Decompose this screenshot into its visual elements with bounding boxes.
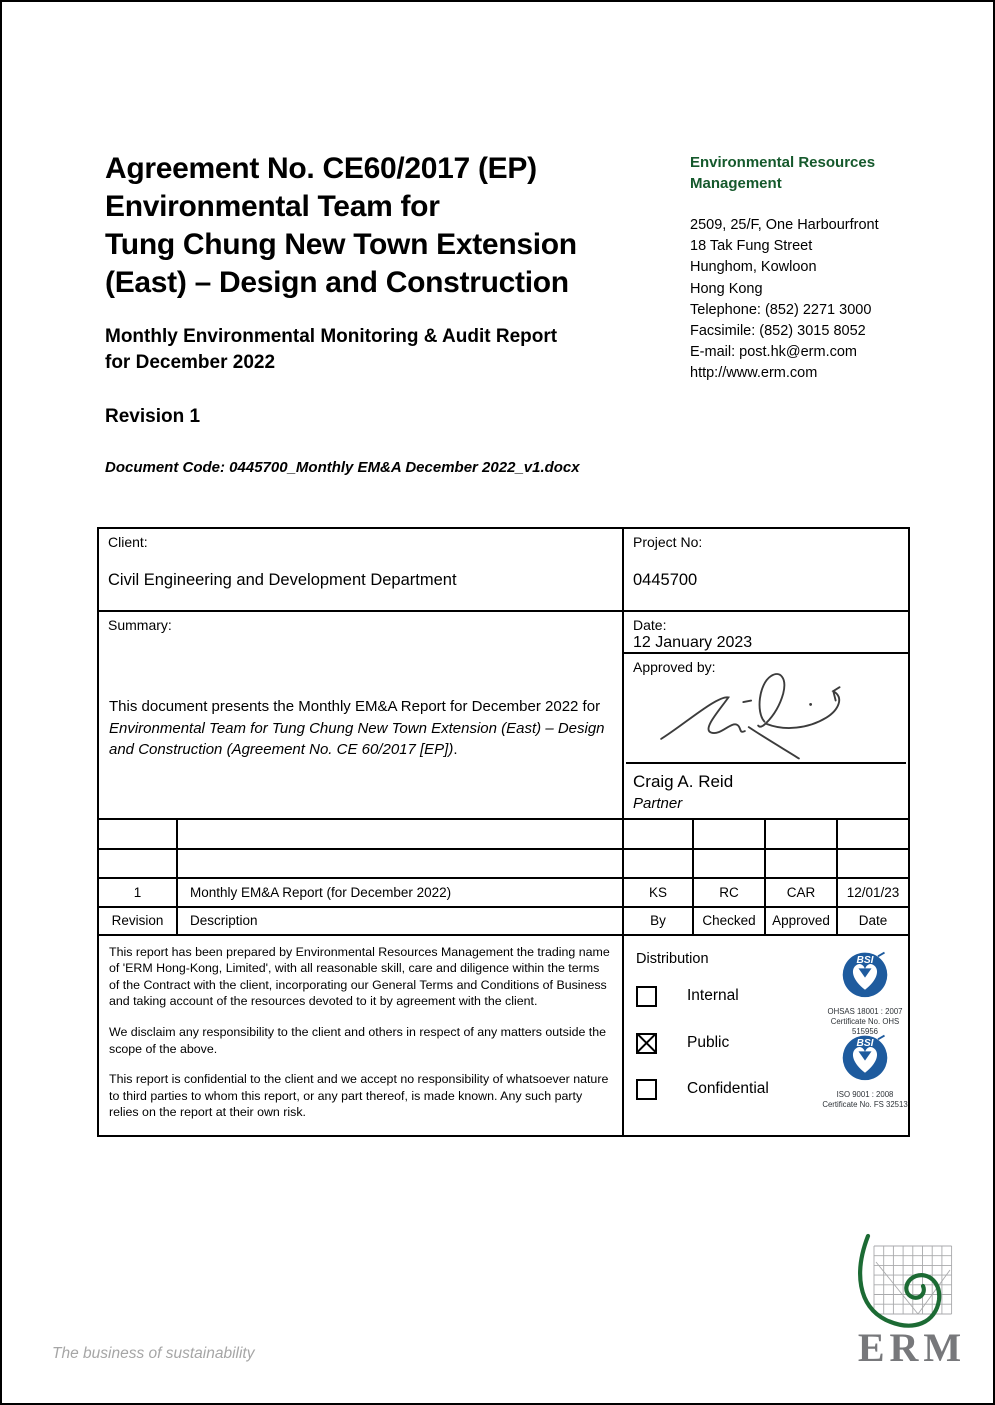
revision-history-row [99,818,908,847]
revision-cell: 1 [133,885,142,901]
approved-header: Approved [764,908,836,933]
date-header: Date [836,908,908,933]
date-cell: 12/01/23 [836,879,908,906]
project-no-value: 0445700 [633,571,698,589]
signature-icon [628,670,904,760]
approver-name: Craig A. Reid [633,772,734,792]
report-subtitle-line: for December 2022 [105,352,276,373]
signature-rule [626,762,906,764]
certification-number: Certificate No. FS 32513 [822,1099,908,1109]
website-line: http://www.erm.com [690,365,818,382]
company-info-block [690,152,930,385]
approved-by-cell [624,654,908,818]
bsi-kitemark-icon [839,1029,891,1083]
approved-cell [764,820,836,847]
client-value: Civil Engineering and Development Department [108,571,457,589]
revision-table-header-row [99,906,908,933]
client-label: Client: [108,534,148,550]
telephone-line: Telephone: (852) 2271 3000 [690,301,872,318]
approved-by-label: Approved by: [633,659,716,676]
company-address [690,215,930,385]
client-row [99,529,908,610]
company-name-line: Management [690,175,782,192]
checked-cell [692,850,764,877]
report-subtitle-line: Monthly Environmental Monitoring & Audit Report [105,326,558,347]
distribution-option-confidential [636,1079,769,1100]
summary-italic: Environmental Team for Tung Chung New Town Extension (East) – Design and Construction (Agreement No. CE 60/2017 [EP]) [109,719,605,759]
date-cell [836,820,908,847]
date-value: 12 January 2023 [633,634,753,652]
document-control-table [97,527,910,1137]
svg-text:BSI: BSI [856,954,874,966]
summary-plain: This document presents the Monthly EM&A Report for December 2022 for [109,698,601,716]
certification-standard: ISO 9001 : 2008 [836,1089,894,1099]
footer-row [99,934,908,1135]
description-cell [176,850,622,877]
checked-header: Checked [692,908,764,933]
approved-cell [764,850,836,877]
date-label: Date: [633,617,667,634]
revision-history-row [99,848,908,877]
address-line: Hong Kong [690,280,763,297]
date-cell [836,850,908,877]
by-header: By [622,908,692,933]
erm-logo-text: ERM [857,1325,967,1370]
distribution-option-public [636,1033,729,1054]
by-cell [622,820,692,847]
checked-cell [692,820,764,847]
date-cell [624,612,908,654]
approved-cell: CAR [764,879,836,906]
revision-history-row [99,877,908,906]
report-subtitle [105,324,557,376]
summary-end: . [453,741,458,759]
report-title-line: Tung Chung New Town Extension [105,228,577,261]
revision-header: Revision [111,913,164,929]
certification-standard: OHSAS 18001 : 2007 [827,1006,903,1016]
logo-spiral [860,1236,939,1326]
summary-cell [99,612,622,818]
summary-text [109,696,609,761]
report-title-line: (East) – Design and Construction [105,266,569,299]
description-header: Description [176,908,622,933]
report-title-line: Environmental Team for [105,190,440,223]
document-code: Document Code: 0445700_Monthly EM&A December 2022_v1.docx [105,459,580,476]
address-line: Hunghom, Kowloon [690,259,817,276]
summary-label: Summary: [108,617,172,634]
erm-logo [838,1232,973,1370]
certification-number: Certificate No. OHS 515956 [830,1016,900,1036]
disclaimer-paragraph: This report has been prepared by Environmental Resources Management the trading name of 'ERM Hong-Kong, Limited', with all reasonable skill, care and diligence within the terms of the Contract with the client, incorporating our General Terms and Conditions of Business and taking account of the resources devoted to it by agreement with the client. [109,944,610,1009]
distribution-option-internal [636,986,739,1007]
certification-iso [820,1029,910,1110]
disclaimer-cell [99,936,622,1135]
certification-caption [820,1090,910,1110]
project-no-cell [622,529,908,610]
revision-cell [99,820,176,847]
address-line: 18 Tak Fung Street [690,238,813,255]
address-line: 2509, 25/F, One Harbourfront [690,217,879,233]
checkbox-label: Public [687,1034,730,1052]
disclaimer-paragraph: We disclaim any responsibility to the client and others in respect of any matters outside the scope of the above. [109,1025,607,1056]
company-name [690,152,930,194]
facsimile-line: Facsimile: (852) 3015 8052 [690,323,866,340]
approver-title: Partner [633,795,683,813]
report-title-line: Agreement No. CE60/2017 (EP) [105,152,537,185]
revision-cell [99,850,176,877]
description-cell: Monthly EM&A Report (for December 2022) [176,879,622,906]
company-tagline: The business of sustainability [52,1345,255,1362]
bsi-kitemark-icon [839,946,891,1000]
checkbox-confidential [636,1079,657,1100]
distribution-label: Distribution [636,950,709,967]
description-cell [176,820,622,847]
distribution-cell [622,936,908,1135]
svg-text:BSI: BSI [856,1037,874,1049]
company-name-line: Environmental Resources [690,154,876,171]
client-cell [99,529,622,610]
summary-row [99,610,908,818]
revision-label: Revision 1 [105,406,201,427]
checkbox-internal [636,986,657,1007]
checkbox-label: Confidential [687,1080,769,1098]
checked-cell: RC [692,879,764,906]
email-line: E-mail: post.hk@erm.com [690,344,858,361]
report-title [105,150,577,302]
date-approved-cell [622,612,908,818]
checkbox-public [636,1033,657,1054]
by-cell [622,850,692,877]
certification-ohsas [820,946,910,1037]
disclaimer-paragraph: This report is confidential to the client and we accept no responsibility of whatsoever nature to third parties to whom this report, or any part thereof, is made known. Any such party relies on the report at their own risk. [109,1072,609,1120]
by-cell: KS [622,879,692,906]
checkbox-label: Internal [687,987,739,1005]
project-no-label: Project No: [633,534,703,550]
